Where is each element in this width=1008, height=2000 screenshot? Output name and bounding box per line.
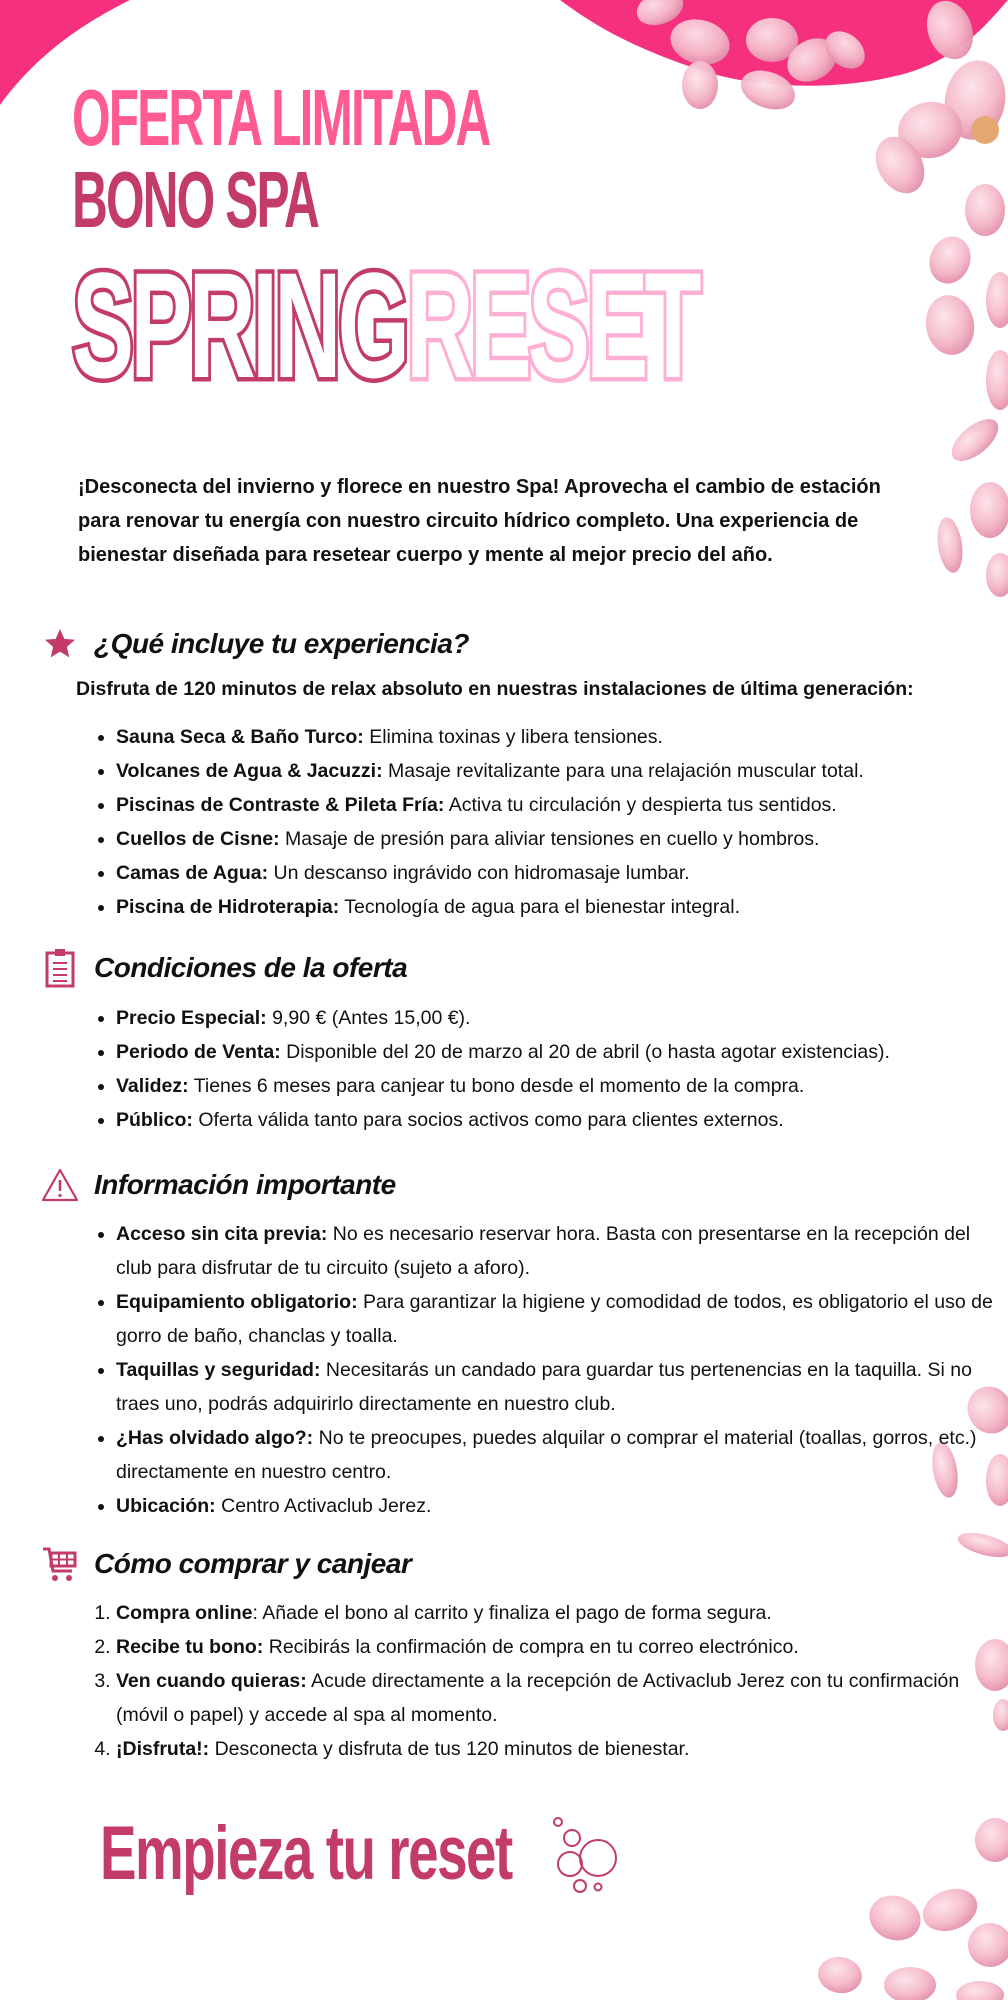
list-item: • Volcanes de Agua & Jacuzzi: Masaje revitalizante para una relajación muscular total.: [116, 754, 996, 788]
section-header-includes: [40, 624, 469, 664]
section-title: Condiciones de la oferta: [94, 952, 408, 983]
list-item: • Equipamiento obligatorio: Para garantizar la higiene y comodidad de todos, es obligatorio el uso de gorro de baño, chanclas y toalla.: [116, 1285, 996, 1353]
conditions-list: [92, 1001, 996, 1137]
section-header-purchase: [40, 1544, 411, 1584]
list-item: • Periodo de Venta: Disponible del 20 de marzo al 20 de abril (o hasta agotar existencias).: [116, 1035, 996, 1069]
list-item: • Ubicación: Centro Activaclub Jerez.: [116, 1489, 996, 1523]
star-icon: [40, 624, 80, 664]
headline-spring-reset: [72, 241, 698, 409]
cta-text: Empieza tu reset: [100, 1811, 512, 1896]
list-item: • Camas de Agua: Un descanso ingrávido con hidromasaje lumbar.: [116, 856, 996, 890]
section-title: ¿Qué incluye tu experiencia?: [94, 628, 470, 659]
list-item: • Taquillas y seguridad: Necesitarás un candado para guardar tus pertenencias en la taquilla. Si no traes uno, podrás adquirirlo directamente en nuestro club.: [116, 1353, 996, 1421]
list-item: 1. Compra online: Añade el bono al carrito y finaliza el pago de forma segura.: [116, 1596, 996, 1630]
list-item: • Piscina de Hidroterapia: Tecnología de agua para el bienestar integral.: [116, 890, 996, 924]
section-title: Cómo comprar y canjear: [94, 1548, 412, 1579]
important-list: [92, 1217, 996, 1523]
list-item: • Piscinas de Contraste & Pileta Fría: Activa tu circulación y despierta tus sentidos.: [116, 788, 996, 822]
list-item: • Público: Oferta válida tanto para socios activos como para clientes externos.: [116, 1103, 996, 1137]
headline-bono: BONO SPA: [72, 155, 319, 244]
section-header-conditions: [40, 948, 407, 988]
clipboard-icon: [40, 948, 80, 988]
list-item: 3. Ven cuando quieras: Acude directamente a la recepción de Activaclub Jerez con tu confirmación (móvil o papel) y accede al spa al momento.: [116, 1664, 996, 1732]
intro-paragraph: ¡Desconecta del invierno y florece en nuestro Spa! Aprovecha el cambio de estación para renovar tu energía con nuestro circuito hídrico completo. Una experiencia de bienestar diseñada para resetear cuerpo y mente al mejor precio del año.: [78, 476, 881, 566]
list-item: • Sauna Seca & Baño Turco: Elimina toxinas y libera tensiones.: [116, 720, 996, 754]
shopping-cart-icon: [40, 1544, 80, 1584]
headline-reset: RESET: [406, 241, 698, 409]
list-item: • Cuellos de Cisne: Masaje de presión para aliviar tensiones en cuello y hombros.: [116, 822, 996, 856]
list-item: 2. Recibe tu bono: Recibirás la confirmación de compra en tu correo electrónico.: [116, 1630, 996, 1664]
section-title: Información importante: [94, 1169, 396, 1200]
headline-oferta: OFERTA LIMITADA: [72, 73, 490, 162]
cta-banner: [100, 1810, 620, 1897]
list-item: • ¿Has olvidado algo?: No te preocupes, puedes alquilar o comprar el material (toallas, gorros, etc.) directamente en nuestro centro.: [116, 1421, 996, 1489]
section-lead: Disfruta de 120 minutos de relax absoluto en nuestras instalaciones de última generación:: [76, 678, 914, 700]
headline-spring: SPRING: [72, 241, 407, 409]
list-item: • Precio Especial: 9,90 € (Antes 15,00 €).: [116, 1001, 996, 1035]
includes-list: [92, 720, 996, 924]
bubbles-icon: [550, 1814, 620, 1894]
purchase-steps-list: [92, 1596, 996, 1766]
warning-icon: [40, 1165, 80, 1205]
list-item: • Validez: Tienes 6 meses para canjear tu bono desde el momento de la compra.: [116, 1069, 996, 1103]
section-header-important: [40, 1165, 396, 1205]
list-item: • Acceso sin cita previa: No es necesario reservar hora. Basta con presentarse en la recepción del club para disfrutar de tu circuito (sujeto a aforo).: [116, 1217, 996, 1285]
list-item: 4. ¡Disfruta!: Desconecta y disfruta de tus 120 minutos de bienestar.: [116, 1732, 996, 1766]
